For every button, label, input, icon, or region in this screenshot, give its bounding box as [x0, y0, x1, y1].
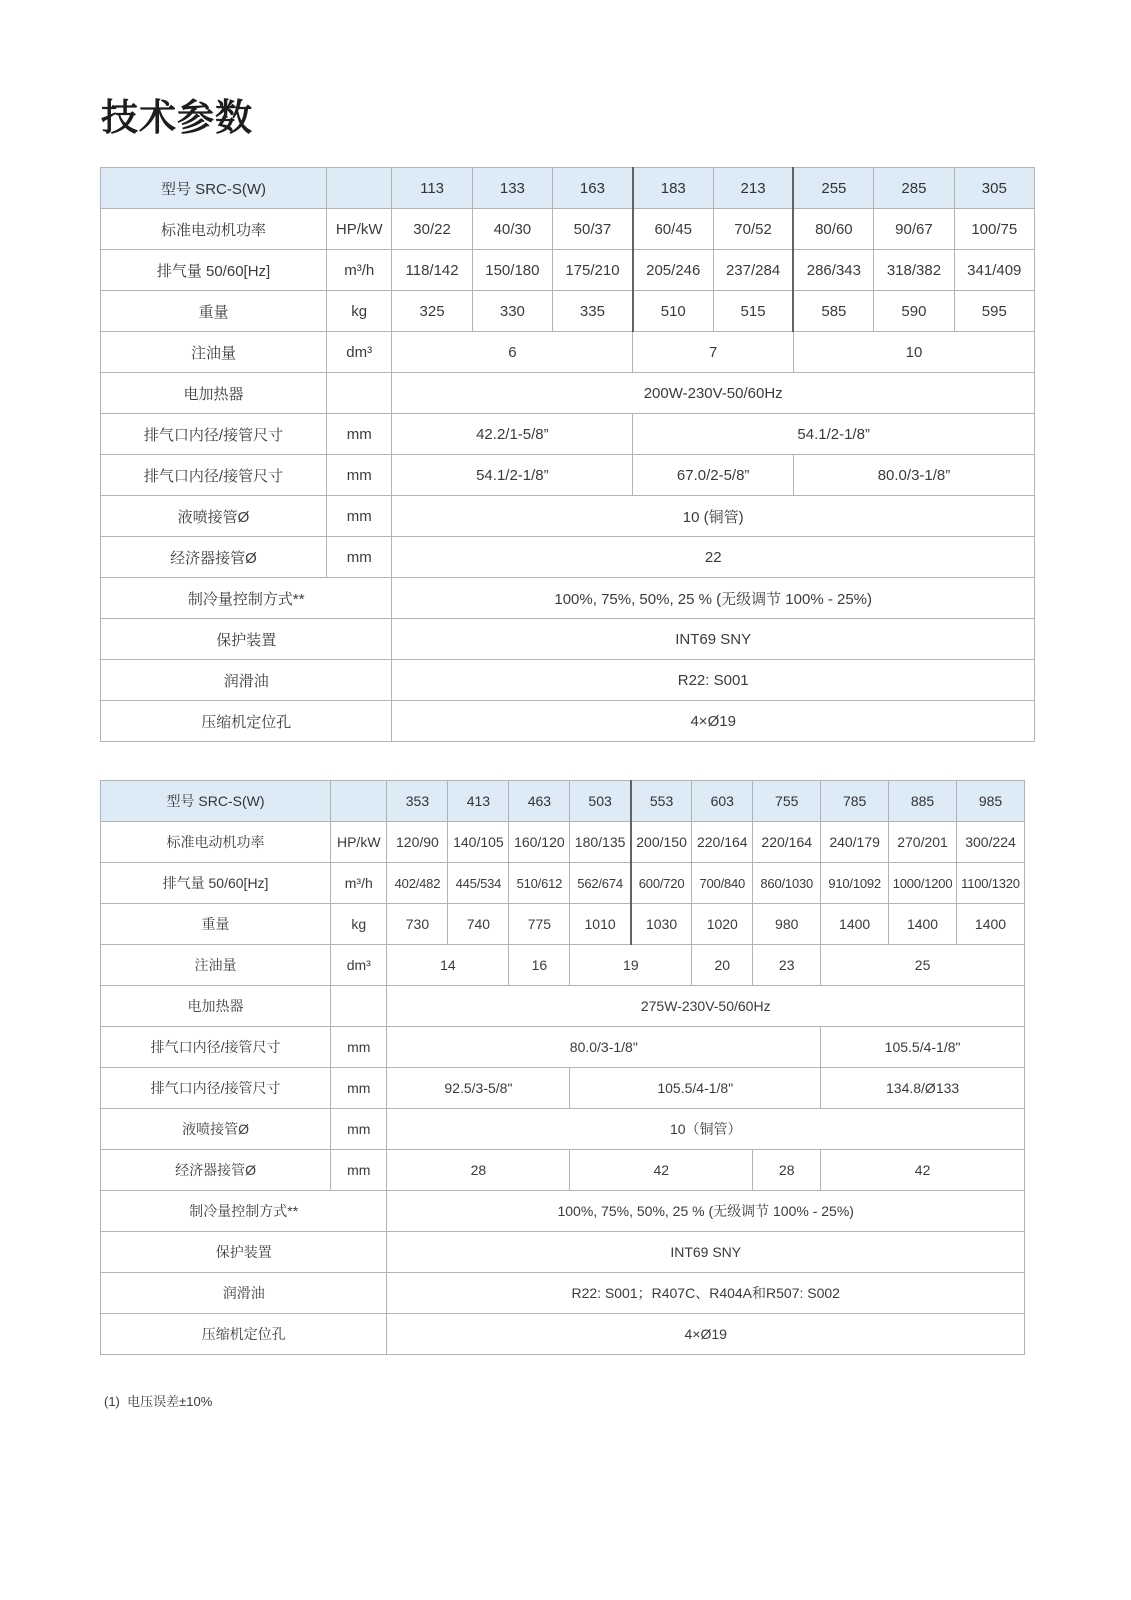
spec-value: 90/67 [874, 209, 954, 250]
spec-value: 40/30 [472, 209, 552, 250]
spec-value: 175/210 [553, 250, 633, 291]
spec-unit: dm³ [331, 945, 387, 986]
spec-unit: dm³ [327, 332, 392, 373]
model-series-label: 型号 SRC-S(W) [101, 168, 327, 209]
spec-value: 341/409 [954, 250, 1034, 291]
spec-unit: kg [327, 291, 392, 332]
spec-value: 140/105 [448, 822, 509, 863]
spec-value: 54.1/2-1/8” [633, 414, 1035, 455]
model-number: 213 [713, 168, 793, 209]
spec-value: 510/612 [509, 863, 570, 904]
spec-value: 270/201 [889, 822, 957, 863]
spec-value: 70/52 [713, 209, 793, 250]
spec-value: 240/179 [821, 822, 889, 863]
spec-row [101, 455, 1035, 496]
spec-label: 排气口内径/接管尺寸 [101, 414, 327, 455]
spec-value: 10 [793, 332, 1034, 373]
spec-value: 20 [692, 945, 753, 986]
spec-label: 经济器接管Ø [101, 1150, 331, 1191]
spec-value: 67.0/2-5/8” [633, 455, 794, 496]
spec-label: 经济器接管Ø [101, 537, 327, 578]
spec-row [101, 660, 1035, 701]
spec-value: 980 [753, 904, 821, 945]
spec-value: 220/164 [753, 822, 821, 863]
spec-label: 电加热器 [101, 986, 331, 1027]
spec-value: 28 [387, 1150, 570, 1191]
model-number: 285 [874, 168, 954, 209]
spec-label: 压缩机定位孔 [101, 701, 392, 742]
spec-value: 510 [633, 291, 713, 332]
spec-label: 标准电动机功率 [101, 822, 331, 863]
spec-value: 445/534 [448, 863, 509, 904]
model-header-row [101, 168, 1035, 209]
spec-value: 7 [633, 332, 794, 373]
spec-label: 制冷量控制方式** [101, 1191, 387, 1232]
model-number: 413 [448, 781, 509, 822]
spec-value: 54.1/2-1/8” [392, 455, 633, 496]
spec-value: 325 [392, 291, 472, 332]
spec-value: 80.0/3-1/8” [793, 455, 1034, 496]
spec-value: 4×Ø19 [387, 1314, 1025, 1355]
spec-value: 1100/1320 [956, 863, 1024, 904]
spec-unit: kg [331, 904, 387, 945]
spec-value: 1400 [821, 904, 889, 945]
spec-row [101, 537, 1035, 578]
spec-value: 595 [954, 291, 1034, 332]
spec-value: 237/284 [713, 250, 793, 291]
spec-value: 4×Ø19 [392, 701, 1035, 742]
spec-row [101, 822, 1025, 863]
spec-row [101, 373, 1035, 414]
spec-label: 保护装置 [101, 619, 392, 660]
spec-value: 118/142 [392, 250, 472, 291]
spec-value: 100/75 [954, 209, 1034, 250]
spec-row [101, 578, 1035, 619]
spec-label: 标准电动机功率 [101, 209, 327, 250]
model-number: 503 [570, 781, 631, 822]
spec-value: 402/482 [387, 863, 448, 904]
spec-label: 电加热器 [101, 373, 327, 414]
spec-value: 30/22 [392, 209, 472, 250]
model-number: 305 [954, 168, 1034, 209]
spec-row [101, 1068, 1025, 1109]
spec-value: 120/90 [387, 822, 448, 863]
spec-value: 585 [793, 291, 873, 332]
model-number: 603 [692, 781, 753, 822]
spec-value: 860/1030 [753, 863, 821, 904]
spec-row [101, 619, 1035, 660]
spec-unit: mm [327, 496, 392, 537]
spec-value: 19 [570, 945, 692, 986]
spec-value: 42.2/1-5/8” [392, 414, 633, 455]
spec-value: 180/135 [570, 822, 631, 863]
spec-value: 1000/1200 [889, 863, 957, 904]
spec-unit [327, 373, 392, 414]
header-unit-cell [327, 168, 392, 209]
header-unit-cell [331, 781, 387, 822]
spec-value: 1030 [631, 904, 692, 945]
spec-value: 28 [753, 1150, 821, 1191]
spec-row [101, 701, 1035, 742]
model-number: 183 [633, 168, 713, 209]
spec-value: INT69 SNY [392, 619, 1035, 660]
spec-value: 160/120 [509, 822, 570, 863]
spec-value: 200W-230V-50/60Hz [392, 373, 1035, 414]
footnote: (1) 电压误差±10% [104, 1394, 213, 1409]
spec-value: R22: S001；R407C、R404A和R507: S002 [387, 1273, 1025, 1314]
spec-unit [331, 986, 387, 1027]
spec-row [101, 291, 1035, 332]
model-number: 985 [956, 781, 1024, 822]
spec-value: 105.5/4-1/8" [821, 1027, 1025, 1068]
spec-table-2 [100, 780, 1025, 1355]
spec-value: 590 [874, 291, 954, 332]
spec-label: 注油量 [101, 945, 331, 986]
spec-value: 42 [570, 1150, 753, 1191]
spec-value: 150/180 [472, 250, 552, 291]
spec-label: 排气量 50/60[Hz] [101, 863, 331, 904]
spec-unit: mm [331, 1109, 387, 1150]
spec-value: 330 [472, 291, 552, 332]
spec-value: 515 [713, 291, 793, 332]
spec-unit: mm [327, 414, 392, 455]
spec-label: 排气口内径/接管尺寸 [101, 1068, 331, 1109]
spec-value: 300/224 [956, 822, 1024, 863]
spec-unit: mm [331, 1027, 387, 1068]
spec-unit: m³/h [331, 863, 387, 904]
spec-row [101, 1273, 1025, 1314]
spec-label: 保护装置 [101, 1232, 387, 1273]
spec-value: 700/840 [692, 863, 753, 904]
spec-value: INT69 SNY [387, 1232, 1025, 1273]
spec-unit: mm [327, 537, 392, 578]
model-number: 255 [793, 168, 873, 209]
model-series-label: 型号 SRC-S(W) [101, 781, 331, 822]
spec-row [101, 1109, 1025, 1150]
spec-value: 1010 [570, 904, 631, 945]
spec-value: R22: S001 [392, 660, 1035, 701]
spec-value: 335 [553, 291, 633, 332]
spec-label: 压缩机定位孔 [101, 1314, 387, 1355]
spec-value: 10（铜管） [387, 1109, 1025, 1150]
spec-value: 42 [821, 1150, 1025, 1191]
spec-value: 562/674 [570, 863, 631, 904]
spec-unit: HP/kW [331, 822, 387, 863]
spec-value: 100%, 75%, 50%, 25 % (无级调节 100% - 25%) [392, 578, 1035, 619]
spec-value: 275W-230V-50/60Hz [387, 986, 1025, 1027]
spec-row [101, 945, 1025, 986]
spec-unit: HP/kW [327, 209, 392, 250]
spec-row [101, 986, 1025, 1027]
spec-label: 排气口内径/接管尺寸 [101, 1027, 331, 1068]
spec-row [101, 1027, 1025, 1068]
spec-row [101, 496, 1035, 537]
spec-label: 重量 [101, 291, 327, 332]
model-number: 885 [889, 781, 957, 822]
spec-value: 205/246 [633, 250, 713, 291]
spec-row [101, 250, 1035, 291]
spec-label: 制冷量控制方式** [101, 578, 392, 619]
model-number: 113 [392, 168, 472, 209]
model-header-row [101, 781, 1025, 822]
model-number: 353 [387, 781, 448, 822]
spec-value: 740 [448, 904, 509, 945]
spec-value: 1400 [889, 904, 957, 945]
spec-value: 730 [387, 904, 448, 945]
spec-value: 10 (铜管) [392, 496, 1035, 537]
spec-row [101, 1150, 1025, 1191]
spec-label: 润滑油 [101, 1273, 387, 1314]
spec-value: 80.0/3-1/8" [387, 1027, 821, 1068]
spec-label: 润滑油 [101, 660, 392, 701]
spec-value: 50/37 [553, 209, 633, 250]
spec-value: 910/1092 [821, 863, 889, 904]
spec-value: 80/60 [793, 209, 873, 250]
spec-value: 100%, 75%, 50%, 25 % (无级调节 100% - 25%) [387, 1191, 1025, 1232]
spec-row [101, 863, 1025, 904]
spec-value: 220/164 [692, 822, 753, 863]
spec-row [101, 209, 1035, 250]
spec-value: 60/45 [633, 209, 713, 250]
spec-label: 排气量 50/60[Hz] [101, 250, 327, 291]
spec-value: 14 [387, 945, 509, 986]
spec-value: 1020 [692, 904, 753, 945]
model-number: 785 [821, 781, 889, 822]
spec-row [101, 414, 1035, 455]
spec-label: 液喷接管Ø [101, 1109, 331, 1150]
spec-unit: mm [331, 1150, 387, 1191]
spec-value: 6 [392, 332, 633, 373]
model-number: 755 [753, 781, 821, 822]
spec-value: 25 [821, 945, 1025, 986]
spec-unit: m³/h [327, 250, 392, 291]
model-number: 463 [509, 781, 570, 822]
spec-value: 92.5/3-5/8" [387, 1068, 570, 1109]
spec-unit: mm [327, 455, 392, 496]
spec-label: 液喷接管Ø [101, 496, 327, 537]
spec-value: 600/720 [631, 863, 692, 904]
spec-row [101, 1232, 1025, 1273]
spec-label: 排气口内径/接管尺寸 [101, 455, 327, 496]
spec-row [101, 332, 1035, 373]
spec-table-1 [100, 167, 1035, 742]
spec-label: 重量 [101, 904, 331, 945]
spec-value: 1400 [956, 904, 1024, 945]
spec-value: 16 [509, 945, 570, 986]
spec-row [101, 904, 1025, 945]
spec-unit: mm [331, 1068, 387, 1109]
model-number: 553 [631, 781, 692, 822]
spec-value: 105.5/4-1/8" [570, 1068, 821, 1109]
spec-value: 22 [392, 537, 1035, 578]
model-number: 163 [553, 168, 633, 209]
spec-row [101, 1191, 1025, 1232]
spec-value: 775 [509, 904, 570, 945]
spec-value: 200/150 [631, 822, 692, 863]
spec-row [101, 1314, 1025, 1355]
page-title: 技术参数 [101, 97, 253, 138]
spec-value: 318/382 [874, 250, 954, 291]
spec-label: 注油量 [101, 332, 327, 373]
spec-value: 134.8/Ø133 [821, 1068, 1025, 1109]
model-number: 133 [472, 168, 552, 209]
spec-value: 286/343 [793, 250, 873, 291]
spec-value: 23 [753, 945, 821, 986]
